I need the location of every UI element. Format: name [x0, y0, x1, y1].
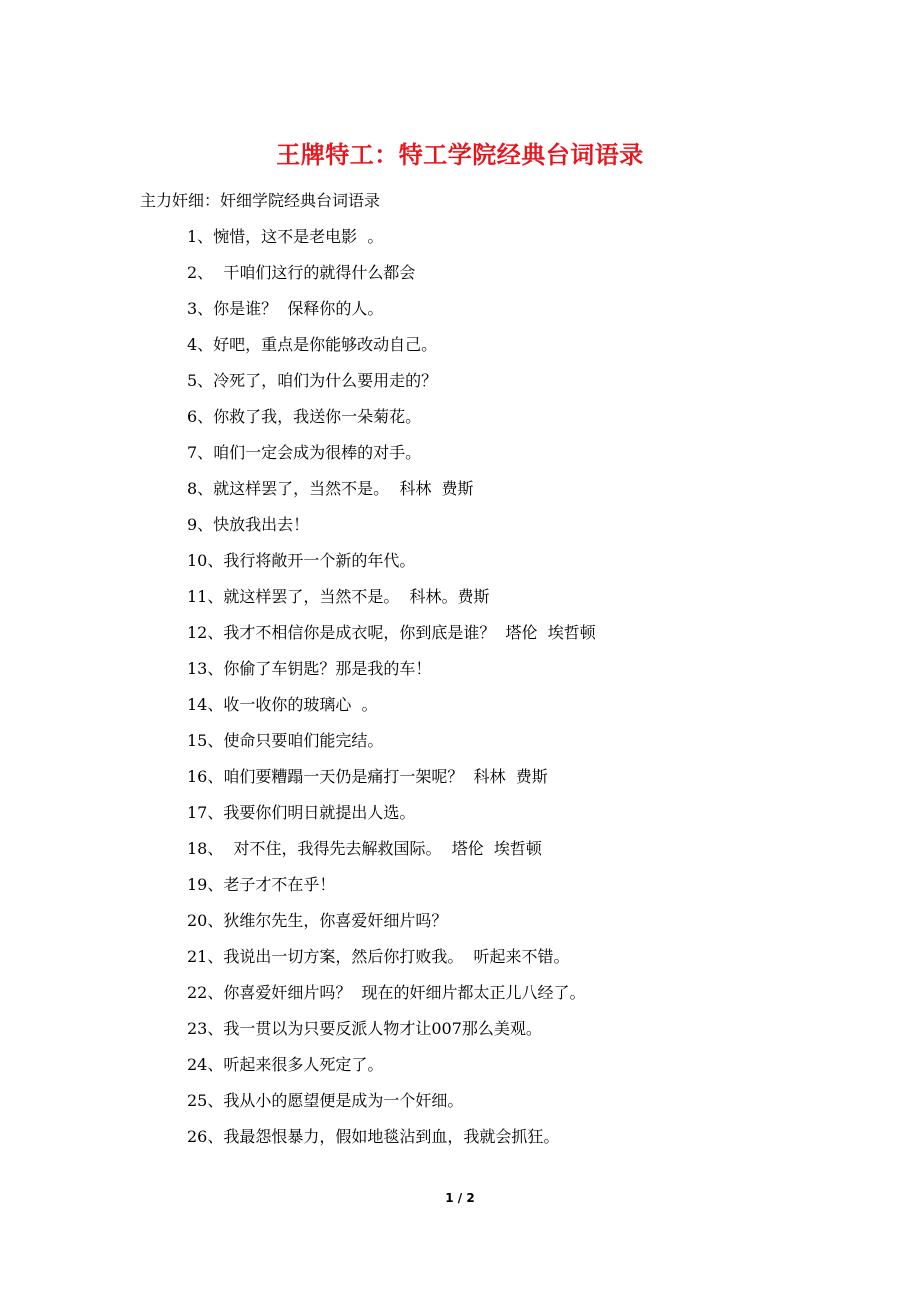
- quote-item: 10、我行将敞开一个新的年代。: [187, 551, 416, 570]
- quote-item: 14、收一收你的玻璃心 。: [187, 695, 378, 714]
- quote-item: 8、就这样罢了，当然不是。 科林 费斯: [187, 479, 474, 498]
- quote-item: 17、我要你们明日就提出人选。: [187, 803, 416, 822]
- quote-item: 25、我从小的愿望便是成为一个奸细。: [187, 1091, 464, 1110]
- quote-item: 22、你喜爱奸细片吗？ 现在的奸细片都太正儿八经了。: [187, 983, 586, 1002]
- page-indicator: 1 / 2: [445, 1191, 475, 1205]
- quote-item: 16、咱们要糟蹋一天仍是痛打一架呢？ 科林 费斯: [187, 767, 548, 786]
- quote-item: 20、狄维尔先生，你喜爱奸细片吗？: [187, 911, 448, 930]
- quote-item: 3、你是谁？ 保释你的人。: [187, 299, 384, 318]
- quote-item: 19、老子才不在乎！: [187, 875, 336, 894]
- quote-item: 7、咱们一定会成为很棒的对手。: [187, 443, 422, 462]
- quote-item: 13、你偷了车钥匙？那是我的车！: [187, 659, 432, 678]
- quote-item: 4、好吧，重点是你能够改动自己。: [187, 335, 438, 354]
- quote-item: 18、 对不住，我得先去解救国际。 塔伦 埃哲顿: [187, 839, 542, 858]
- quote-item: 24、听起来很多人死定了。: [187, 1055, 384, 1074]
- quote-item: 2、 干咱们这行的就得什么都会: [187, 263, 416, 282]
- quote-item: 11、就这样罢了，当然不是。 科林。费斯: [187, 587, 490, 606]
- quote-item: 21、我说出一切方案，然后你打败我。 听起来不错。: [187, 947, 570, 966]
- quote-item: 26、我最怨恨暴力，假如地毯沾到血，我就会抓狂。: [187, 1127, 560, 1146]
- quote-item: 9、快放我出去！: [187, 515, 310, 534]
- quote-item: 1、惋惜，这不是老电影 。: [187, 227, 384, 246]
- quote-item: 23、我一贯以为只要反派人物才让007那么美观。: [187, 1019, 542, 1038]
- document-subtitle: 主力奸细：奸细学院经典台词语录: [140, 191, 381, 210]
- quote-list: [187, 223, 596, 1159]
- quote-item: 6、你救了我，我送你一朵菊花。: [187, 407, 422, 426]
- document-title: 王牌特工：特工学院经典台词语录: [276, 140, 644, 169]
- quote-item: 5、冷死了，咱们为什么要用走的？: [187, 371, 438, 390]
- quote-item: 12、我才不相信你是成衣呢，你到底是谁？ 塔伦 埃哲顿: [187, 623, 596, 642]
- quote-item: 15、使命只要咱们能完结。: [187, 731, 384, 750]
